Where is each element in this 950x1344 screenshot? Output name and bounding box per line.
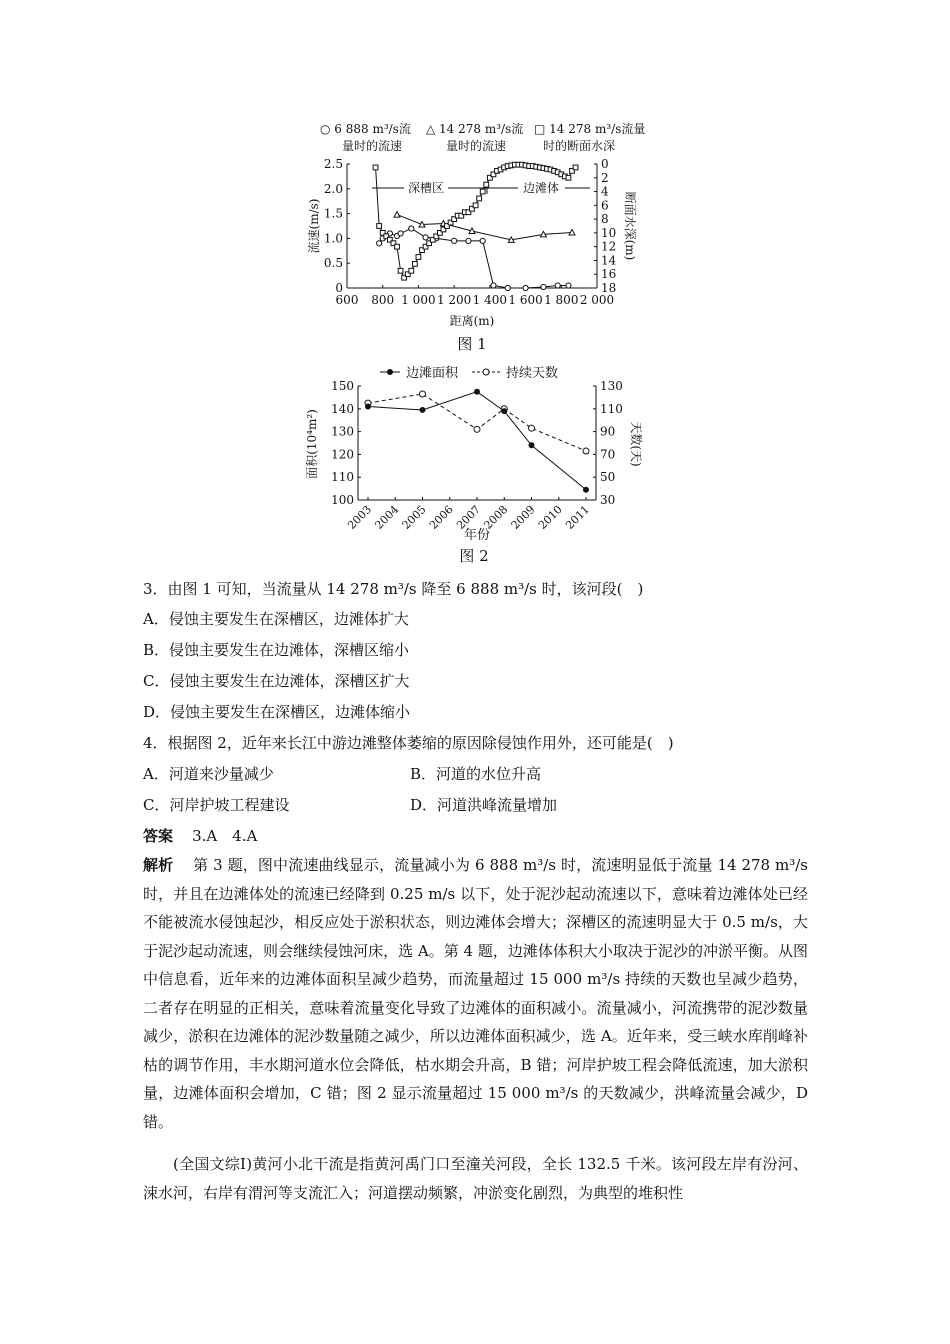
fig1-point-square [473,203,478,208]
legend-1-line1: ○ 6 888 m³/s流 [320,122,411,136]
fig1-ylabel-left: 流速(m/s) [307,198,321,254]
legend-2-line1: △ 14 278 m³/s流 [426,122,524,136]
fig2-xtick-label: 2007 [454,502,484,532]
figure-1 [290,118,646,338]
fig2-xtick-label: 2003 [345,502,375,532]
fig1-ytick-left-label: 0 [335,281,343,295]
fig2-ylabel-right: 天数(天) [629,421,643,467]
fig2-days-point [529,425,535,431]
legend-area-label: 边滩面积 [406,366,459,381]
fig1-point-circle [541,284,546,289]
fig2-area-point [583,487,589,493]
fig2-ytick-left-label: 120 [331,447,354,462]
fig2-ytick-right-label: 30 [600,493,616,507]
fig1-ytick-left-label: 2.0 [323,181,343,196]
fig2-area-point [474,389,480,395]
fig1-ytick-right-label: 2 [601,170,609,185]
fig1-xtick-label: 1 400 [472,293,508,307]
fig2-ytick-left-label: 100 [331,493,354,507]
fig1-ytick-left-label: 0.5 [323,256,343,271]
fig2-ytick-left-label: 140 [331,401,354,416]
fig2-days-point [583,448,589,454]
analysis-label: 解析 [143,856,174,874]
question-3-option-b: B．侵蚀主要发生在边滩体，深槽区缩小 [143,641,410,659]
fig2-ytick-right-label: 130 [600,379,623,393]
fig1-point-circle [566,283,571,288]
question-4-option-d: D．河道洪峰流量增加 [410,796,558,814]
fig1-point-square [412,261,417,266]
fig1-point-circle [505,285,510,290]
fig1-ytick-left-label: 2.5 [323,157,343,171]
fig1-ytick-right-label: 6 [601,198,609,213]
fig1-point-circle [555,283,560,288]
legend-2-line2: 量时的流速 [446,139,507,153]
fig1-xtick-label: 600 [335,293,359,307]
fig2-area-point [420,407,426,413]
fig2-area-line [368,392,586,490]
fig2-area-point [501,408,507,414]
question-3-option-d: D．侵蚀主要发生在深槽区，边滩体缩小 [143,703,411,721]
fig2-xtick-label: 2005 [399,502,429,532]
fig2-days-point [474,426,480,432]
fig1-ytick-right-label: 18 [601,281,617,295]
question-3-stem: 3．由图 1 可知，当流量从 14 278 m³/s 降至 6 888 m³/s 时，该河段( ) [143,580,644,598]
fig1-xlabel: 距离(m) [449,314,495,328]
answer-text: 3.A 4.A [192,827,258,845]
fig1-point-circle [523,285,528,290]
fig1-ytick-right-label: 10 [601,225,617,240]
fig1-xtick-label: 800 [371,293,395,307]
legend-3-line2: 时的断面水深 [543,139,616,153]
fig2-xlabel: 年份 [463,528,491,543]
answer-label: 答案 [143,827,174,845]
question-3-option-c: C．侵蚀主要发生在边滩体，深槽区扩大 [143,672,410,690]
figure-2-caption: 图 2 [459,547,489,565]
fig2-days-point [420,391,426,397]
fig1-point-circle [480,238,485,243]
fig1-xtick-label: 1 600 [508,293,543,307]
fig2-ytick-right-label: 90 [600,424,616,439]
fig1-xtick-label: 1 000 [401,293,436,307]
fig1-point-circle [398,231,403,236]
fig2-ytick-left-label: 130 [331,424,354,439]
fig2-area-point [365,404,371,410]
question-4-option-b: B．河道的水位升高 [410,765,542,783]
fig1-ytick-right-label: 14 [601,253,617,268]
fig2-ytick-right-label: 50 [600,470,616,485]
fig1-point-square [395,244,400,249]
fig2-xtick-label: 2011 [563,502,593,532]
fig1-point-square [566,175,571,180]
fig1-point-circle [466,238,471,243]
fig1-point-square [480,189,485,194]
fig2-ytick-left-label: 110 [331,470,354,485]
question-4-option-c: C．河岸护坡工程建设 [143,796,290,814]
fig1-ytick-left-label: 1.5 [323,206,343,221]
fig1-point-square [373,165,378,170]
fig1-ytick-right-label: 16 [601,267,617,282]
fig2-xtick-label: 2004 [372,502,402,532]
fig1-point-triangle [394,212,400,218]
analysis-text: 第 3 题，图中流速曲线显示，流量减小为 6 888 m³/s 时，流速明显低于流量 14 278 m³/s 时，并且在边滩体处的流速已经降到 0.25 m/s 以下，处于泥沙起动流速以下，意味着边滩体处已经不能被流水侵蚀起沙，相反应处于淤积状态，则边滩体会增大；深槽区的流速明显大于 0.5 m/s，大于泥沙起动流速，则会继续侵蚀河床，选 A。第 4 题，边滩体体积大小取决于泥沙的冲淤平衡。从图中信息看，近年来的边滩体面积呈减少趋势，而流量超过 15 000 m³/s 持续的天数也呈减少趋势，二者存在明显的正相关，意味着流量变化导致了边滩体的面积减小。流量减小，河流携带的泥沙数量减少，淤积在边滩体的泥沙数量随之减少，所以边滩体面积减少，选 A。近年来，受三峡水库削峰补枯的调节作用，丰水期河道水位会降低，枯水期会升高，B 错；河岸护坡工程会降低流速，加大淤积量，边滩体面积会增加，C 错；图 2 显示流量超过 15 000 m³/s 的天数减少，洪峰流量会减少，D 错。 [143,856,808,1131]
answer-line [143,825,257,846]
fig1-point-circle [377,241,382,246]
fig1-point-circle [409,226,414,231]
legend-days-marker [483,369,489,375]
analysis-paragraph [143,851,808,1136]
figure-1-caption: 图 1 [457,335,487,353]
legend-3-line1: □ 14 278 m³/s流量 [534,122,646,136]
fig2-ytick-right-label: 70 [600,447,616,462]
fig1-ytick-left-label: 1.0 [323,231,343,246]
question-4-stem: 4．根据图 2，近年来长江中游边滩整体萎缩的原因除侵蚀作用外，还可能是( ) [143,734,674,752]
fig1-ytick-right-label: 0 [601,157,609,171]
fig1-point-square [377,224,382,229]
fig1-xtick-label: 2 000 [579,293,615,307]
figure-1-chart [290,118,646,338]
fig1-point-square [398,268,403,273]
fig2-area-point [529,442,535,448]
figure-2-chart [300,362,643,543]
region-deep-label: 深槽区 [407,181,445,195]
fig1-point-square [409,268,414,273]
fig1-xtick-label: 1 200 [436,293,472,307]
figure-2 [300,362,643,543]
fig1-ylabel-right: 断面水深(m) [623,191,637,261]
legend-1-line2: 量时的流速 [342,139,403,153]
fig2-xtick-label: 2010 [535,502,565,532]
fig2-xtick-label: 2008 [481,502,511,532]
fig1-point-circle [423,235,428,240]
fig2-ytick-right-label: 110 [600,401,623,416]
fig1-ytick-right-label: 8 [601,212,609,227]
question-3-option-a: A．侵蚀主要发生在深槽区，边滩体扩大 [143,610,409,628]
fig1-point-square [484,182,489,187]
fig2-xtick-label: 2006 [426,502,456,532]
fig1-point-circle [491,283,496,288]
fig1-point-square [416,255,421,260]
fig1-ytick-right-label: 12 [601,239,617,254]
intro-text: (全国文综Ⅰ)黄河小北干流是指黄河禹门口至潼关河段，全长 132.5 千米。该河段左岸有汾河、涑水河，右岸有渭河等支流汇入；河道摆动频繁，冲淤变化剧烈，为典型的堆积性 [143,1155,808,1202]
fig1-point-circle [452,238,457,243]
legend-area-marker [387,369,393,375]
fig1-point-square [573,165,578,170]
fig1-point-square [477,196,482,201]
region-beach-label: 边滩体 [522,181,560,195]
fig2-days-line [368,394,586,451]
question-4-option-a: A．河道来沙量减少 [143,765,274,783]
fig2-ytick-left-label: 150 [331,379,354,393]
intro-paragraph [143,1150,808,1207]
legend-days-label: 持续天数 [506,366,559,381]
fig1-ytick-right-label: 4 [601,184,609,199]
fig1-xtick-label: 1 800 [544,293,579,307]
fig2-xtick-label: 2009 [508,502,538,532]
fig2-ylabel-left: 面积(10⁴m²) [305,409,319,479]
